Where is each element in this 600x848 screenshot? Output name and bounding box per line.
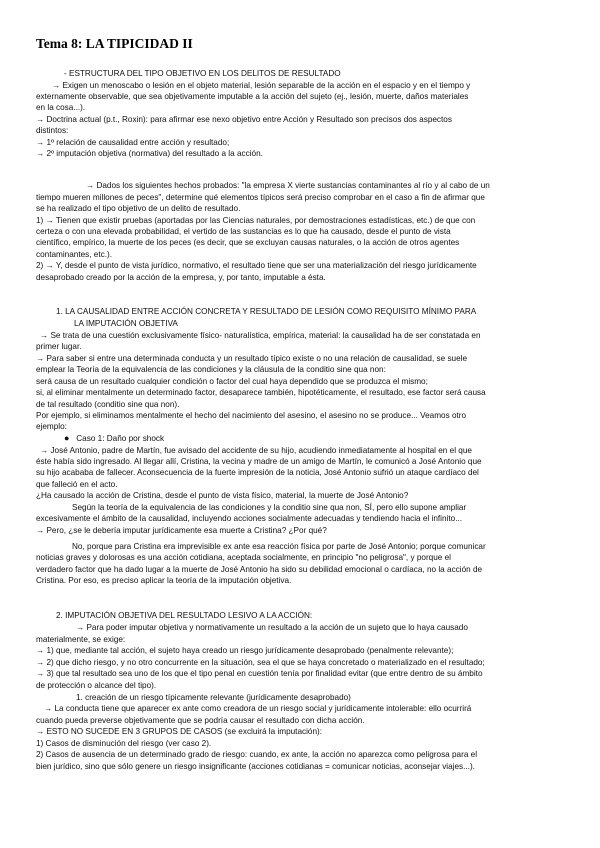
paragraph-line: excesivamente el ámbito de la causalidad, incluyendo acciones socialmente adecuadas y tendiendo hacia el infinito... (36, 514, 463, 523)
paragraph-line: No, porque para Cristina era imprevisible ex ante esa reacción física por parte de José Antonio; porque comunicar (72, 542, 486, 551)
paragraph-line: de tal resultado (conditio sine qua non). (36, 400, 180, 409)
paragraph-line: de protección o alcance del tipo). (36, 681, 157, 690)
paragraph-line: → 2) que dicho riesgo, y no otro concurrente en la situación, sea el que se haya concretado o materializado en el resultado; (36, 658, 485, 667)
paragraph-line: → José Antonio, padre de Martín, fue avisado del accidente de su hijo, acudiendo inmediatamente al hospital en el que (40, 446, 472, 455)
paragraph-line: externamente observable, que sea objetivamente imputable a la acción del sujeto (ej., lesión, muerte, daños materiales (36, 92, 469, 101)
paragraph-line: → Dados los siguientes hechos probados: "la empresa X vierte sustancias contaminantes al río y al cabo de un (86, 181, 490, 190)
paragraph-line: distintos: (36, 126, 69, 135)
paragraph-line: contaminantes, etc.). (36, 250, 112, 259)
paragraph-line: ejemplo: (36, 422, 67, 431)
paragraph-line: en la cosa...). (36, 103, 86, 112)
paragraph-line: Por ejemplo, si eliminamos mentalmente el hecho del nacimiento del asesino, el asesino no se produce... Veamos otro (36, 411, 467, 420)
paragraph-line: que falleció en el acto. (36, 480, 118, 489)
paragraph-line: → Doctrina actual (p.t., Roxin): para afirmar ese nexo objetivo entre Acción y Resultado son precisos dos aspectos (36, 115, 452, 124)
paragraph-line: primer lugar. (36, 342, 82, 351)
paragraph-line: desaprobado creado por la acción de la empresa, y, por tanto, imputable a ésta. (36, 273, 326, 282)
paragraph-line: → ESTO NO SUCEDE EN 3 GRUPOS DE CASOS (se excluirá la imputación): (36, 727, 323, 736)
paragraph-line: materialmente, se exige: (36, 635, 126, 644)
paragraph-line: bien jurídico, sino que sólo genere un riesgo insignificante (acciones cotidianas = comunicar noticias, aconsejar viajes...). (36, 762, 475, 771)
bullet-icon: ● (64, 433, 70, 443)
case-title: Caso 1: Daño por shock (76, 434, 165, 443)
paragraph-line: verdadero factor que ha dado lugar a la muerte de José Antonio ha sido su debilidad emocional o cardíaca, no la acción de (36, 565, 483, 574)
paragraph-line: → Exigen un menoscabo o lesión en el objeto material, lesión separable de la acción en el espacio y en el tiempo y (52, 81, 471, 90)
paragraph-line: éste había sido ingresado. Al llegar allí, Cristina, la vecina y madre de un amigo de Martín, le comunicó a José Antonio que (36, 457, 482, 466)
paragraph-line: → La conducta tiene que aparecer ex ante como creadora de un riesgo social y jurídicamente intolerable: ello ocurrirá (44, 704, 472, 713)
paragraph-line: si, al eliminar mentalmente un determinado factor, desaparece también, hipotéticamente, el resultado, ese factor será causa (36, 388, 486, 397)
paragraph-line: 1) → Tienen que existir pruebas (aportadas por las Ciencias naturales, por demostraciones estadísticas, etc.) de que con (36, 216, 476, 225)
paragraph-line: → Para poder imputar objetiva y normativamente un resultado a la acción de un sujeto que lo haya causado (76, 623, 468, 632)
paragraph-line: tiempo mueren millones de peces", determine qué elementos típicos será preciso comprobar en el caso a fin de afirmar que (36, 193, 485, 202)
paragraph-line: científico, empírico, la muerte de los peces (es decir, que se excluyan causas naturales, o la acción de otros agentes (36, 238, 460, 247)
bullet-item (64, 433, 164, 444)
section-heading: - ESTRUCTURA DEL TIPO OBJETIVO EN LOS DELITOS DE RESULTADO (64, 69, 341, 78)
paragraph-line: → 3) que tal resultado sea uno de los que el tipo penal en cuestión tenía por finalidad evitar (que entre dentro de su ámbito (36, 669, 483, 678)
paragraph-line: → 1º relación de causalidad entre acción y resultado; (36, 138, 230, 147)
section-heading: 1. LA CAUSALIDAD ENTRE ACCIÓN CONCRETA Y RESULTADO DE LESIÓN COMO REQUISITO MÍNIMO PARA (56, 307, 477, 316)
paragraph-line: → Se trata de una cuestión exclusivamente físico- naturalística, empírica, material: la causalidad ha de ser constatada en (40, 331, 481, 340)
section-heading: LA IMPUTACIÓN OBJETIVA (74, 319, 178, 328)
paragraph-line: 2) → Y, desde el punto de vista jurídico, normativo, el resultado tiene que ser una materialización del riesgo jurídicamente (36, 261, 477, 270)
paragraph-line: Según la teoría de la equivalencia de las condiciones y la conditio sine qua non, SÍ, pero ello supone ampliar (72, 503, 467, 512)
paragraph-line: → 2º imputación objetiva (normativa) del resultado a la acción. (36, 149, 263, 158)
section-heading: 2. IMPUTACIÓN OBJETIVA DEL RESULTADO LESIVO A LA ACCIÓN: (56, 611, 313, 620)
paragraph-line: → Para saber si entre una determinada conducta y un resultado típico existe o no una relación de causalidad, se suele (36, 354, 468, 363)
paragraph-line: 2) Casos de ausencia de un determinado grado de riesgo: cuando, ex ante, la acción no aparezca como peligrosa para el (36, 750, 478, 759)
paragraph-line: Cristina. Por eso, es preciso aplicar la teoría de la imputación objetiva. (36, 576, 292, 585)
page-title: Tema 8: LA TIPICIDAD II (36, 36, 193, 51)
paragraph-line: ¿Ha causado la acción de Cristina, desde el punto de vista físico, material, la muerte de José Antonio? (36, 491, 409, 500)
paragraph-line: cuando pueda preverse objetivamente que se podría causar el resultado con dicha acción. (36, 716, 365, 725)
paragraph-line: 1) Casos de disminución del riesgo (ver caso 2). (36, 739, 212, 748)
paragraph-line: noticias graves y dolorosas es una acción cotidiana, aceptada socialmente, en principio "no peligrosa", y porque el (36, 553, 451, 562)
paragraph-line: se ha realizado el tipo objetivo de un delito de resultado. (36, 204, 241, 213)
paragraph-line: → 1) que, mediante tal acción, el sujeto haya creado un riesgo jurídicamente desaprobado (penalmente relevante); (36, 646, 454, 655)
paragraph-line: → Pero, ¿se le debería imputar jurídicamente esa muerte a Cristina? ¿Por qué? (36, 526, 327, 535)
paragraph-line: certeza o con una elevada probabilidad, el vertido de las sustancias es lo que ha causado, desde el punto de vista (36, 227, 451, 236)
paragraph-line: su hijo acababa de fallecer. Aconsecuencia de la fuerte impresión de la noticia, José Antonio sufrió un ataque cardíaco del (36, 468, 479, 477)
paragraph-line: será causa de un resultado cualquier condición o factor del cual haya dependido que se produzca el mismo; (36, 377, 428, 386)
paragraph-line: emplear la Teoría de la equivalencia de las condiciones y la cláusula de la conditio sine qua non: (36, 365, 386, 374)
subsection-heading: 1. creación de un riesgo típicamente relevante (jurídicamente desaprobado) (76, 693, 351, 702)
